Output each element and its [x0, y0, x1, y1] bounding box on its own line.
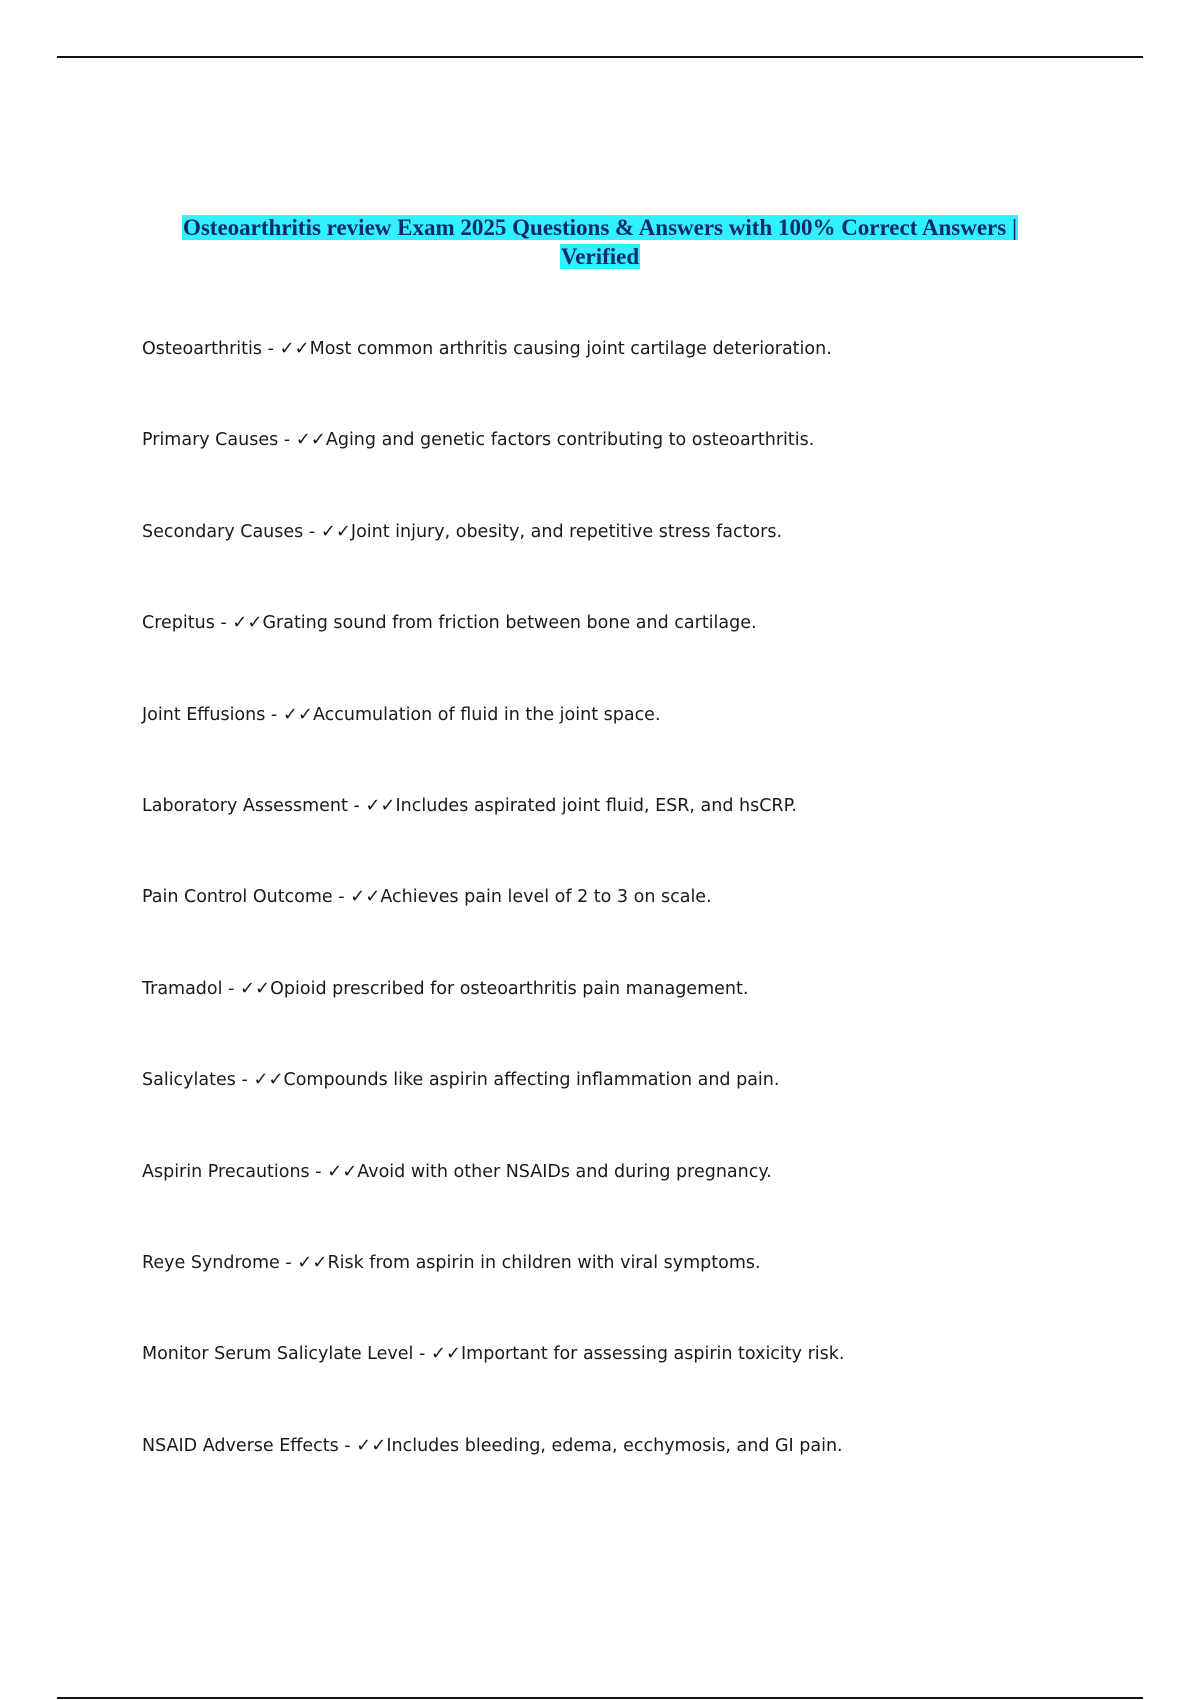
qa-entry: [142, 610, 1142, 701]
entry-term: Laboratory Assessment: [142, 795, 348, 816]
check-marks-icon: ✓✓: [320, 520, 351, 542]
document-title: [160, 213, 1040, 271]
entry-term: Aspirin Precautions: [142, 1161, 310, 1182]
entry-term: Tramadol: [142, 978, 223, 999]
entry-term: Reye Syndrome: [142, 1252, 280, 1273]
entry-definition: Compounds like aspirin affecting inflammation and pain.: [283, 1070, 780, 1091]
entry-definition: Aging and genetic factors contributing to osteoarthritis.: [325, 430, 815, 451]
check-marks-icon: ✓✓: [282, 703, 313, 725]
check-marks-icon: ✓✓: [232, 612, 263, 634]
check-marks-icon: ✓✓: [327, 1160, 358, 1182]
entry-separator: -: [347, 795, 366, 816]
entry-separator: -: [262, 339, 280, 359]
entry-definition: Opioid prescribed for osteoarthritis pain management.: [270, 978, 749, 999]
entry-separator: -: [309, 1161, 328, 1182]
qa-entry: [142, 1250, 1142, 1341]
title-line-2: Verified: [560, 244, 640, 269]
entry-separator: -: [222, 978, 240, 999]
entry-term: Osteoarthritis: [142, 339, 262, 359]
entry-definition: Includes bleeding, edema, ecchymosis, and GI pain.: [386, 1435, 843, 1456]
check-marks-icon: ✓✓: [350, 886, 381, 908]
check-marks-icon: ✓✓: [430, 1343, 461, 1365]
bottom-rule: [57, 1697, 1143, 1699]
entry-separator: -: [235, 1070, 254, 1091]
entry-separator: -: [279, 1252, 298, 1273]
entry-definition: Achieves pain level of 2 to 3 on scale.: [380, 887, 712, 908]
entry-separator: -: [338, 1435, 357, 1456]
check-marks-icon: ✓✓: [295, 429, 326, 451]
check-marks-icon: ✓✓: [279, 338, 310, 359]
entry-separator: -: [214, 613, 233, 634]
entry-separator: -: [265, 704, 283, 725]
entry-term: Joint Effusions: [142, 704, 266, 725]
entry-definition: Avoid with other NSAIDs and during pregnancy.: [357, 1161, 772, 1182]
qa-entry: [142, 336, 1142, 427]
qa-entry: [142, 1433, 1142, 1524]
qa-entry: [142, 793, 1142, 884]
check-marks-icon: ✓✓: [297, 1251, 328, 1273]
qa-entry: [142, 427, 1142, 518]
title-line-1: Osteoarthritis review Exam 2025 Questions & Answers with 100% Correct Answers |: [182, 215, 1018, 240]
entry-definition: Includes aspirated joint fluid, ESR, and hsCRP.: [395, 795, 797, 816]
qa-list: [142, 336, 1142, 1524]
entry-separator: -: [413, 1344, 431, 1365]
entry-term: Secondary Causes: [142, 521, 304, 542]
qa-entry: [142, 1341, 1142, 1432]
qa-entry: [142, 884, 1142, 975]
qa-entry: [142, 519, 1142, 610]
check-marks-icon: ✓✓: [365, 794, 396, 816]
entry-separator: -: [332, 887, 351, 908]
qa-entry: [142, 976, 1142, 1067]
entry-separator: -: [278, 430, 296, 451]
entry-separator: -: [303, 521, 321, 542]
check-marks-icon: ✓✓: [239, 977, 271, 999]
qa-entry: [142, 1067, 1142, 1158]
entry-definition: Risk from aspirin in children with viral symptoms.: [327, 1252, 761, 1273]
qa-entry: [142, 1159, 1142, 1250]
entry-term: Monitor Serum Salicylate Level: [142, 1344, 414, 1365]
check-marks-icon: ✓✓: [253, 1069, 284, 1091]
entry-term: NSAID Adverse Effects: [142, 1435, 339, 1456]
entry-term: Crepitus: [142, 613, 215, 634]
entry-definition: Joint injury, obesity, and repetitive stress factors.: [350, 521, 783, 542]
entry-term: Primary Causes: [142, 430, 279, 451]
entry-term: Salicylates: [142, 1070, 236, 1091]
entry-term: Pain Control Outcome: [142, 887, 333, 908]
top-rule: [57, 56, 1143, 58]
entry-definition: Most common arthritis causing joint cartilage deterioration.: [309, 339, 832, 359]
check-marks-icon: ✓✓: [356, 1434, 387, 1456]
qa-entry: [142, 702, 1142, 793]
entry-definition: Grating sound from friction between bone and cartilage.: [262, 613, 757, 634]
entry-definition: Important for assessing aspirin toxicity risk.: [461, 1344, 845, 1365]
entry-definition: Accumulation of fluid in the joint space.: [312, 704, 661, 725]
